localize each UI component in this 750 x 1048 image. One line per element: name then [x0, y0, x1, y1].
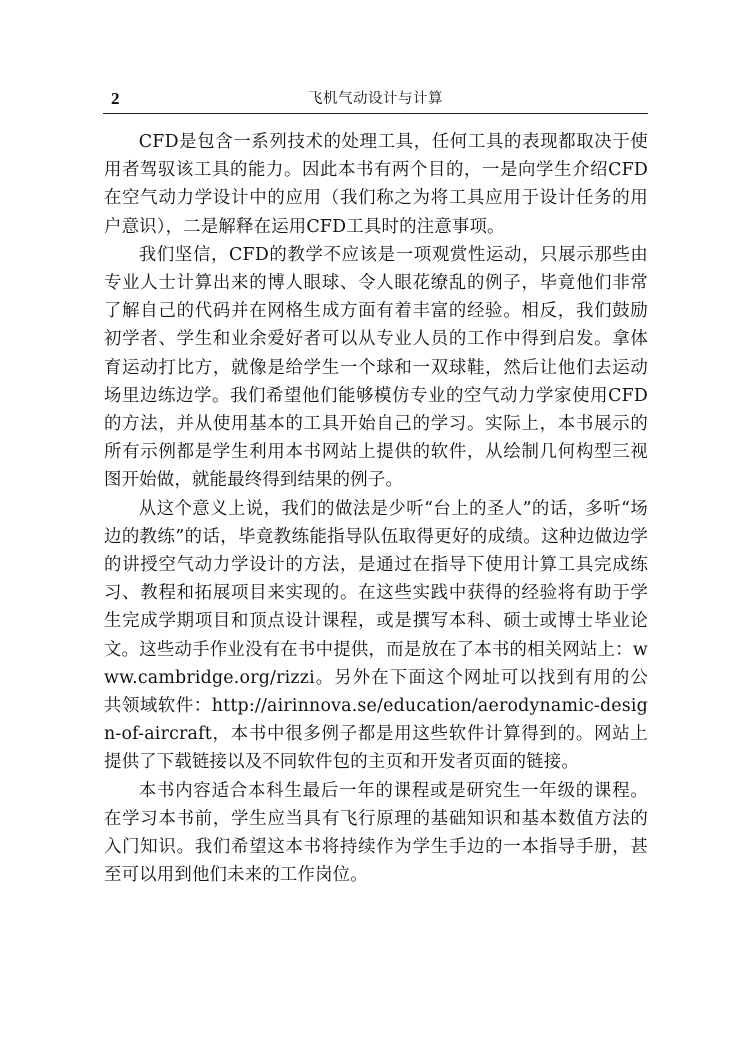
body-text: [104, 128, 648, 889]
paragraph-teaching-philosophy: 我们坚信，CFD的教学不应该是一项观赏性运动，只展示那些由专业人士计算出来的博人眼球、令人眼花缭乱的例子，毕竟他们非常了解自己的代码并在网格生成方面有着丰富的经验。相反，我们鼓励初学者、学生和业余爱好者可以从专业人员的工作中得到启发。拿体育运动打比方，就像是给学生一个球和一双球鞋，然后让他们去运动场里边练边学。我们希望他们能够模仿专业的空气动力学家使用CFD的方法，并从使用基本的工具开始自己的学习。实际上，本书展示的所有示例都是学生利用本书网站上提供的软件，从绘制几何构型三视图开始做，就能最终得到结果的例子。: [104, 244, 648, 491]
running-header: [103, 88, 648, 114]
paragraph-learning-by-doing: 从这个意义上说，我们的做法是少听“台上的圣人”的话，多听“场边的教练”的话，毕竟教练能指导队伍取得更好的成绩。这种边做边学的讲授空气动力学设计的方法，是通过在指导下使用计算工具完成练习、教程和拓展项目来实现的。在这些实践中获得的经验将有助于学生完成学期项目和顶点设计课程，或是撰写本科、硕士或博士毕业论文。这些动手作业没有在书中提供，而是放在了本书的相关网站上：www.cambridge.org/rizzi。另外在下面这个网址可以找到有用的公共领域软件：http://airinnova.se/education/aerodynamic-design-of-aircraft，本书中很多例子都是用这些软件计算得到的。网站上提供了下载链接以及不同软件包的主页和开发者页面的链接。: [104, 498, 648, 773]
page-number: 2: [111, 89, 120, 108]
paragraph-cfd-purpose: CFD是包含一系列技术的处理工具，任何工具的表现都取决于使用者驾驭该工具的能力。因此本书有两个目的，一是向学生介绍CFD在空气动力学设计中的应用（我们称之为将工具应用于设计任务的用户意识），二是解释在运用CFD工具时的注意事项。: [104, 132, 648, 237]
paragraph-audience: 本书内容适合本科生最后一年的课程或是研究生一年级的课程。在学习本书前，学生应当具有飞行原理的基础知识和基本数值方法的入门知识。我们希望这本书将持续作为学生手边的一本指导手册，甚至可以用到他们未来的工作岗位。: [104, 780, 648, 886]
book-title: 飞机气动设计与计算: [308, 91, 443, 107]
header-rule: [103, 113, 648, 114]
